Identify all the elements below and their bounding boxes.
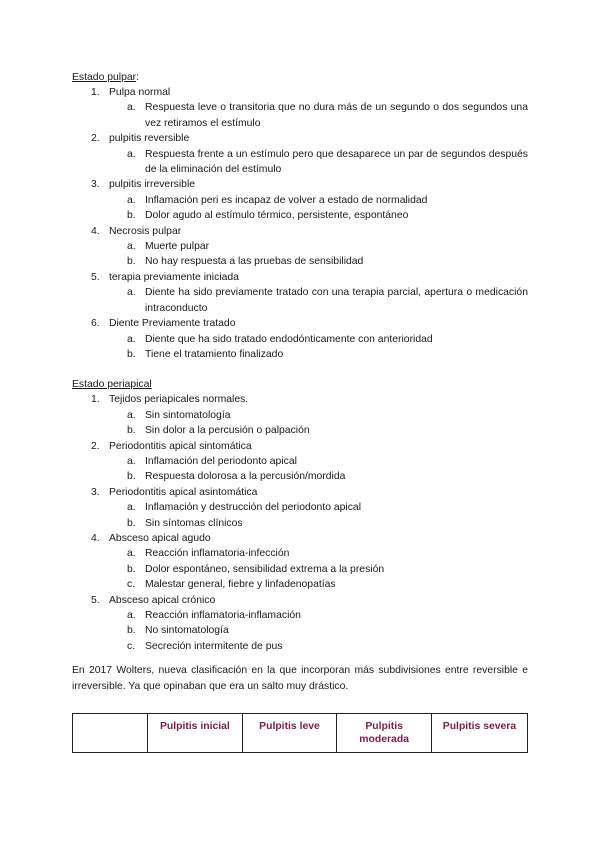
list-item-number: 2.: [91, 133, 100, 145]
sub-list-item-text: Malestar general, fiebre y linfadenopatías: [145, 579, 336, 591]
list-item-number: 6.: [91, 318, 100, 330]
sub-list-item-letter: c.: [127, 579, 136, 591]
sub-list-item-text: Inflamación y destrucción del periodonto apical: [145, 502, 362, 514]
periapical-title: Estado periapical: [72, 379, 152, 391]
list-item-number: 2.: [91, 440, 100, 452]
list-item-number: 4.: [91, 225, 100, 237]
list-item: [72, 85, 528, 100]
pulpar-heading: [72, 70, 528, 85]
sub-list-item-text: Respuesta leve o transitoria que no dura más de un segundo o dos segundos una vez retiramos el estímulo: [145, 102, 528, 129]
table-header-cell: Pulpitis moderada: [337, 714, 432, 753]
list-item: [72, 439, 528, 454]
sub-list-item-letter: a.: [127, 241, 136, 253]
sub-list-item: [72, 239, 528, 254]
sub-list-item: [72, 608, 528, 623]
sub-list-item: [72, 623, 528, 638]
sub-list-item: [72, 562, 528, 577]
sub-list-item-letter: a.: [127, 548, 136, 560]
sub-list-item-text: Sin sintomatología: [145, 409, 231, 421]
periapical-list: [72, 392, 528, 654]
sub-list-item-letter: a.: [127, 455, 136, 467]
table-header-cell-empty: [73, 714, 148, 753]
sub-list-item-letter: a.: [127, 102, 136, 114]
sub-list-item: [72, 347, 528, 362]
section-spacer: [72, 362, 528, 377]
list-item-label: Pulpa normal: [109, 87, 171, 98]
list-item-label: Necrosis pulpar: [109, 225, 182, 237]
sub-list-item-text: Sin dolor a la percusión o palpación: [145, 425, 310, 437]
sub-list-item: [72, 546, 528, 561]
sub-list-item: [72, 100, 528, 131]
periapical-heading: [72, 377, 528, 392]
sub-list-item-letter: b.: [127, 471, 136, 483]
sub-list-item: [72, 516, 528, 531]
sub-list-item: [72, 332, 528, 347]
list-item: [72, 485, 528, 500]
list-item: [72, 270, 528, 285]
list-item-label: pulpitis irreversible: [109, 179, 196, 191]
sub-list-item-letter: b.: [127, 563, 136, 575]
sub-list-item-letter: a.: [127, 148, 136, 160]
sub-list-item-letter: b.: [127, 425, 136, 437]
sub-list-item-text: No sintomatología: [145, 625, 229, 637]
sub-list-item-letter: a.: [127, 409, 136, 421]
sub-list-item-text: Respuesta dolorosa a la percusión/mordida: [145, 471, 346, 483]
table-header-cell: Pulpitis leve: [242, 714, 337, 753]
sub-list-item-text: Dolor espontáneo, sensibilidad extrema a la presión: [145, 563, 385, 575]
sub-list-item-letter: a.: [127, 287, 136, 299]
table-header-cell: Pulpitis severa: [431, 714, 527, 753]
sub-list-item: [72, 193, 528, 208]
sub-list-item-text: Inflamación peri es incapaz de volver a estado de normalidad: [145, 194, 428, 206]
sub-list-item-text: Tiene el tratamiento finalizado: [145, 348, 284, 360]
sub-list-item-text: Dolor agudo al estímulo térmico, persistente, espontáneo: [145, 210, 409, 222]
sub-list-item: [72, 454, 528, 469]
sub-list-item-letter: a.: [127, 333, 136, 345]
sub-list-item-letter: b.: [127, 517, 136, 529]
pulpitis-table: [72, 713, 528, 753]
list-item-label: Tejidos periapicales normales.: [109, 394, 249, 406]
table-header-row: [73, 714, 528, 753]
sub-list-item: [72, 639, 528, 654]
sub-list-item: [72, 469, 528, 484]
sub-list-item: [72, 285, 528, 316]
pulpar-list: [72, 85, 528, 362]
sub-list-item-text: Secreción intermitente de pus: [145, 640, 283, 652]
sub-list-item: [72, 408, 528, 423]
sub-list-item-text: No hay respuesta a las pruebas de sensibilidad: [145, 256, 364, 268]
list-item-label: Periodontitis apical asintomática: [109, 486, 258, 498]
sub-list-item-text: Reacción inflamatoria-inflamación: [145, 610, 301, 621]
sub-list-item-letter: a.: [127, 194, 136, 206]
list-item-number: 1.: [91, 87, 100, 98]
wolters-paragraph: En 2017 Wolters, nueva clasificación en la que incorporan más subdivisiones entre reversible e irreversible. Ya que opinaban que era un salto muy drástico.: [72, 665, 528, 692]
sub-list-item-text: Reacción inflamatoria-infección: [145, 548, 290, 560]
sub-list-item-text: Inflamación del periodonto apical: [145, 455, 297, 467]
pulpar-title: Estado pulpar: [72, 72, 137, 83]
list-item-number: 3.: [91, 179, 100, 191]
sub-list-item-letter: b.: [127, 348, 136, 360]
table-header-cell: Pulpitis inicial: [148, 714, 243, 753]
pulpar-colon: :: [136, 72, 140, 83]
list-item-number: 3.: [91, 486, 100, 498]
sub-list-item: [72, 254, 528, 269]
sub-list-item-letter: c.: [127, 640, 136, 652]
list-item: [72, 224, 528, 239]
sub-list-item-letter: a.: [127, 502, 136, 514]
list-item: [72, 177, 528, 192]
sub-list-item-text: Sin síntomas clínicos: [145, 517, 243, 529]
list-item-label: Absceso apical crónico: [109, 594, 216, 606]
sub-list-item-text: Respuesta frente a un estímulo pero que desaparece un par de segundos después de la eliminación del estímulo: [145, 148, 528, 176]
list-item-number: 5.: [91, 594, 100, 606]
sub-list-item: [72, 577, 528, 592]
list-item: [72, 593, 528, 608]
list-item: [72, 531, 528, 546]
sub-list-item-letter: a.: [127, 610, 136, 621]
document-page: [72, 70, 528, 694]
list-item-number: 1.: [91, 394, 100, 406]
sub-list-item-text: Muerte pulpar: [145, 241, 210, 253]
list-item-label: Absceso apical agudo: [109, 532, 211, 544]
list-item: [72, 131, 528, 146]
sub-list-item-letter: b.: [127, 210, 136, 222]
sub-list-item: [72, 423, 528, 438]
sub-list-item: [72, 500, 528, 515]
sub-list-item-text: Diente que ha sido tratado endodónticamente con anterioridad: [145, 333, 433, 345]
sub-list-item: [72, 208, 528, 223]
sub-list-item-letter: b.: [127, 625, 136, 637]
list-item-label: pulpitis reversible: [109, 133, 190, 145]
sub-list-item: [72, 147, 528, 178]
list-item-number: 4.: [91, 532, 100, 544]
list-item: [72, 316, 528, 331]
list-item-label: terapia previamente iniciada: [109, 271, 239, 283]
list-item-label: Periodontitis apical sintomática: [109, 440, 252, 452]
sub-list-item-letter: b.: [127, 256, 136, 268]
list-item: [72, 392, 528, 407]
sub-list-item-text: Diente ha sido previamente tratado con una terapia parcial, apertura o medicación intraconducto: [145, 287, 528, 314]
list-item-label: Diente Previamente tratado: [109, 318, 236, 330]
list-item-number: 5.: [91, 271, 100, 283]
